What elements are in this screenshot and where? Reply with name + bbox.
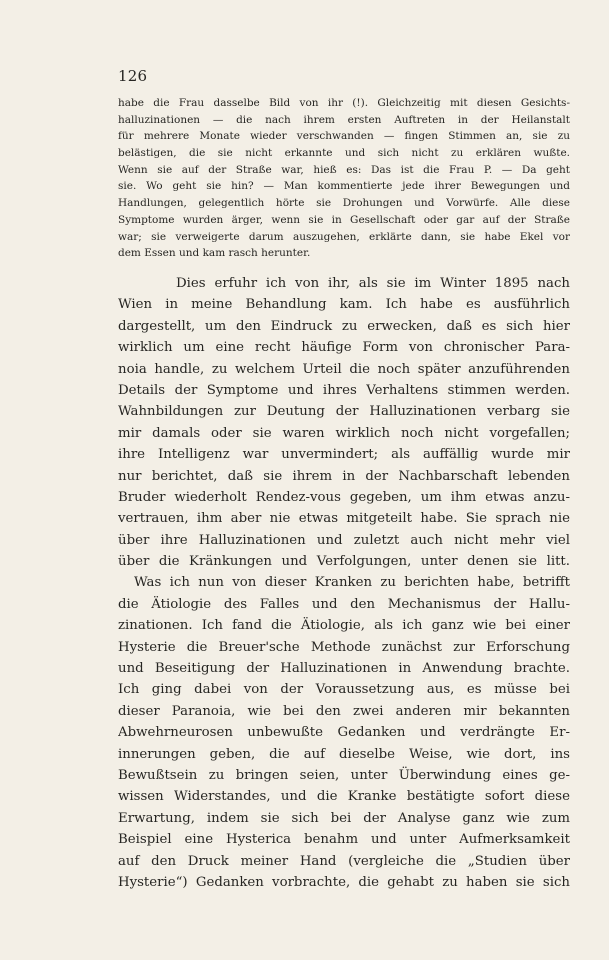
paragraph-first-line: Dies erfuhr ich von ihr, als sie im Winter 1895 nach (176, 276, 570, 291)
text-line: Abwehrneurosen unbewußte Gedanken und verdrängte Er- (118, 725, 570, 741)
text-line: dieser Paranoia, wie bei den zwei anderen mir bekannten (118, 703, 570, 719)
text-line: zinationen. Ich fand die Ätiologie, als ich ganz wie bei einer (118, 618, 570, 634)
text-line: Hysterie die Breuer'sche Methode zunächst zur Erforschung (118, 639, 570, 655)
main-text-block (118, 273, 570, 893)
text-line: und Beseitigung der Halluzinationen in Anwendung brachte. (118, 661, 570, 677)
small-text-line: belästigen, die sie nicht erkannte und sich nicht zu erklären wußte. (118, 147, 570, 160)
text-line: nur berichtet, daß sie ihrem in der Nachbarschaft lebenden (118, 468, 570, 484)
small-text-line: sie. Wo geht sie hin? — Man kommentierte jede ihrer Bewegungen und (118, 180, 570, 193)
text-line: über die Kränkungen und Verfolgungen, unter denen sie litt. (118, 554, 570, 570)
small-text-line: halluzinationen — die nach ihrem ersten Auftreten in der Heilanstalt (118, 113, 570, 126)
small-text-line: für mehrere Monate wieder verschwanden — fingen Stimmen an, sie zu (118, 130, 570, 143)
text-line: wirklich um eine recht häufige Form von chronischer Para- (118, 340, 570, 356)
text-line: noia handle, zu welchem Urteil die noch später anzuführenden (118, 361, 570, 377)
text-line: Wien in meine Behandlung kam. Ich habe es ausführlich (118, 297, 570, 313)
text-line: Bruder wiederholt Rendez-vous gegeben, um ihm etwas anzu- (118, 489, 570, 505)
text-line: vertrauen, ihm aber nie etwas mitgeteilt habe. Sie sprach nie (118, 511, 570, 527)
page-number: 126 (118, 67, 148, 85)
small-text-line: Handlungen, gelegentlich hörte sie Drohungen und Vorwürfe. Alle diese (118, 197, 570, 210)
text-line: Erwartung, indem sie sich bei der Analyse ganz wie zum (118, 810, 570, 826)
text-line: Hysterie“) Gedanken vorbrachte, die gehabt zu haben sie sich (118, 874, 570, 890)
text-line: Bewußtsein zu bringen seien, unter Überwindung eines ge- (118, 767, 570, 783)
text-line: Ich ging dabei von der Voraussetzung aus, es müsse bei (118, 682, 570, 698)
small-text-line: Symptome wurden ärger, wenn sie in Gesellschaft oder gar auf der Straße (118, 213, 570, 226)
text-line: wissen Widerstandes, und die Kranke bestätigte sofort diese (118, 789, 570, 805)
text-line: mir damals oder sie waren wirklich noch nicht vorgefallen; (118, 425, 570, 441)
small-text-line: Wenn sie auf der Straße war, hieß es: Das ist die Frau P. — Da geht (118, 163, 570, 176)
text-line: die Ätiologie des Falles und den Mechanismus der Hallu- (118, 596, 570, 612)
footnote-continuation-block (118, 95, 570, 262)
text-line: dargestellt, um den Eindruck zu erwecken, daß es sich hier (118, 318, 570, 334)
text-line: Details der Symptome und ihres Verhaltens stimmen werden. (118, 382, 570, 398)
small-text-line: habe die Frau dasselbe Bild von ihr (!). Gleichzeitig mit diesen Gesichts- (118, 97, 570, 109)
small-text-line: war; sie verweigerte darum auszugehen, erklärte dann, sie habe Ekel vor (118, 230, 570, 243)
text-line: auf den Druck meiner Hand (vergleiche die „Studien über (118, 853, 570, 869)
text-line: Beispiel eine Hysterica benahm und unter Aufmerksamkeit (118, 832, 570, 848)
text-line: Wahnbildungen zur Deutung der Halluzinationen verbarg sie (118, 404, 570, 420)
text-line: über ihre Halluzinationen und zuletzt auch nicht mehr viel (118, 532, 570, 548)
text-line: ihre Intelligenz war unvermindert; als auffällig wurde mir (118, 447, 570, 463)
text-line: innerungen geben, die auf dieselbe Weise, wie dort, ins (118, 746, 570, 762)
small-text-line: dem Essen und kam rasch herunter. (118, 247, 311, 260)
paragraph-first-line: Was ich nun von dieser Kranken zu berichten habe, betrifft (134, 575, 570, 591)
